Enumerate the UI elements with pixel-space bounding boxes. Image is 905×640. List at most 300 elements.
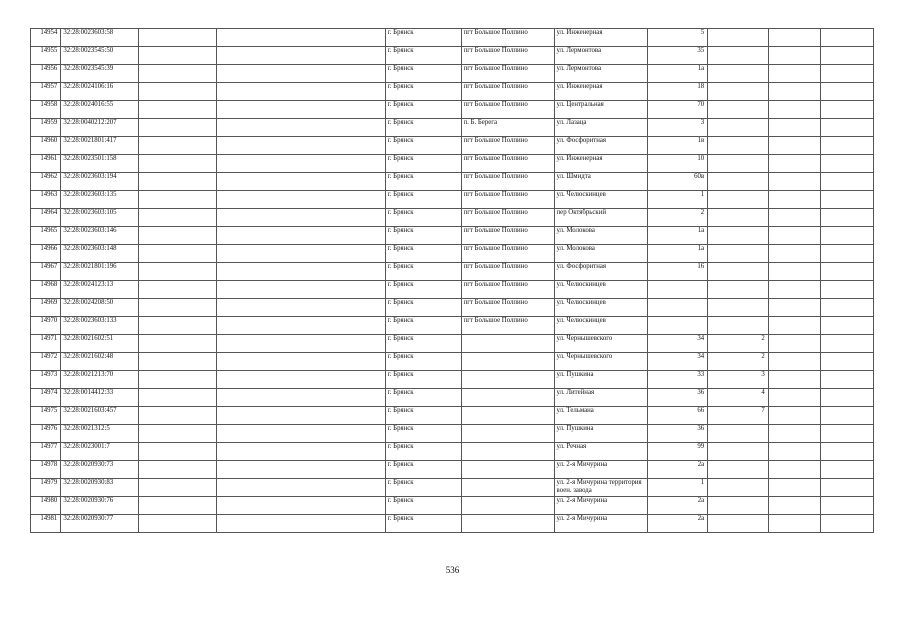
row-id-cell: 14956 (31, 65, 61, 83)
house-number-cell: 3 (647, 119, 708, 137)
house-number-cell: 2 (647, 209, 708, 227)
col-empty-1-cell (139, 245, 217, 263)
house-number-cell: 66 (647, 407, 708, 425)
house-number-cell: 60в (647, 173, 708, 191)
table-row (31, 47, 874, 65)
house-number-cell (647, 281, 708, 299)
row-id-cell: 14973 (31, 371, 61, 389)
cadastral-number-cell: 32:28:0020930:77 (61, 515, 139, 533)
settlement-cell: пгт Большое Полпино (461, 137, 554, 155)
cadastral-number-cell: 32:28:0021801:196 (61, 263, 139, 281)
col-extra-cell (768, 515, 821, 533)
cadastral-number-cell: 32:28:0040212:207 (61, 119, 139, 137)
flat-number-cell (708, 47, 769, 65)
row-id-cell: 14966 (31, 245, 61, 263)
col-extra-cell (768, 101, 821, 119)
cadastral-number-cell: 32:28:0024208:50 (61, 299, 139, 317)
col-empty-1-cell (139, 461, 217, 479)
col-extra-cell (768, 281, 821, 299)
house-number-cell: 1а (647, 245, 708, 263)
col-empty-1-cell (139, 83, 217, 101)
col-empty-2-cell (216, 317, 385, 335)
col-empty-1-cell (139, 407, 217, 425)
street-cell: ул. Инженерная (554, 29, 647, 47)
cadastral-number-cell: 32:28:0023603:135 (61, 191, 139, 209)
table-row (31, 119, 874, 137)
house-number-cell: 2а (647, 461, 708, 479)
city-cell: г. Брянск (385, 29, 461, 47)
city-cell: г. Брянск (385, 353, 461, 371)
settlement-cell (461, 461, 554, 479)
street-cell: ул. Челюскинцев (554, 299, 647, 317)
table-row (31, 137, 874, 155)
col-extra-cell (768, 497, 821, 515)
house-number-cell: 2а (647, 515, 708, 533)
cadastral-number-cell: 32:28:0024106:16 (61, 83, 139, 101)
city-cell: г. Брянск (385, 263, 461, 281)
city-cell: г. Брянск (385, 317, 461, 335)
flat-number-cell: 7 (708, 407, 769, 425)
col-empty-1-cell (139, 515, 217, 533)
settlement-cell: пгт Большое Полпино (461, 191, 554, 209)
cadastral-number-cell: 32:28:0020930:73 (61, 461, 139, 479)
flat-number-cell (708, 317, 769, 335)
city-cell: г. Брянск (385, 461, 461, 479)
house-number-cell: 35 (647, 47, 708, 65)
col-empty-2-cell (216, 101, 385, 119)
city-cell: г. Брянск (385, 137, 461, 155)
col-last-cell (821, 191, 874, 209)
col-empty-1-cell (139, 173, 217, 191)
flat-number-cell (708, 497, 769, 515)
house-number-cell: 2а (647, 497, 708, 515)
street-cell: ул. Лазаца (554, 119, 647, 137)
table-row (31, 353, 874, 371)
street-cell: ул. Челюскинцев (554, 281, 647, 299)
col-empty-2-cell (216, 497, 385, 515)
col-empty-2-cell (216, 299, 385, 317)
col-last-cell (821, 479, 874, 497)
col-empty-1-cell (139, 389, 217, 407)
col-empty-2-cell (216, 119, 385, 137)
table-row (31, 443, 874, 461)
row-id-cell: 14963 (31, 191, 61, 209)
street-cell: ул. Речная (554, 443, 647, 461)
house-number-cell (647, 299, 708, 317)
street-cell: ул. Инженерная (554, 83, 647, 101)
col-empty-1-cell (139, 119, 217, 137)
col-extra-cell (768, 407, 821, 425)
city-cell: г. Брянск (385, 119, 461, 137)
table-row (31, 173, 874, 191)
street-cell: ул. Тельмана (554, 407, 647, 425)
col-last-cell (821, 47, 874, 65)
cadastral-number-cell: 32:28:0023603:133 (61, 317, 139, 335)
col-empty-1-cell (139, 227, 217, 245)
flat-number-cell (708, 515, 769, 533)
settlement-cell: пгт Большое Полпино (461, 209, 554, 227)
settlement-cell: пгт Большое Полпино (461, 101, 554, 119)
street-cell: пер Октябрьский (554, 209, 647, 227)
row-id-cell: 14978 (31, 461, 61, 479)
table-row (31, 425, 874, 443)
row-id-cell: 14955 (31, 47, 61, 65)
settlement-cell: пгт Большое Полпино (461, 227, 554, 245)
col-empty-1-cell (139, 281, 217, 299)
table-row (31, 65, 874, 83)
col-extra-cell (768, 155, 821, 173)
table-row (31, 101, 874, 119)
flat-number-cell (708, 155, 769, 173)
row-id-cell: 14977 (31, 443, 61, 461)
col-last-cell (821, 173, 874, 191)
cadastral-number-cell: 32:28:0023545:39 (61, 65, 139, 83)
table-row (31, 263, 874, 281)
col-empty-1-cell (139, 47, 217, 65)
settlement-cell: пгт Большое Полпино (461, 47, 554, 65)
street-cell: ул. Челюскинцев (554, 191, 647, 209)
col-extra-cell (768, 353, 821, 371)
row-id-cell: 14981 (31, 515, 61, 533)
col-last-cell (821, 209, 874, 227)
table-row (31, 407, 874, 425)
cadastral-number-cell: 32:28:0021602:51 (61, 335, 139, 353)
col-extra-cell (768, 47, 821, 65)
col-empty-2-cell (216, 245, 385, 263)
cadastral-number-cell: 32:28:0020930:83 (61, 479, 139, 497)
col-empty-2-cell (216, 425, 385, 443)
col-empty-1-cell (139, 479, 217, 497)
col-last-cell (821, 65, 874, 83)
col-extra-cell (768, 263, 821, 281)
row-id-cell: 14975 (31, 407, 61, 425)
cadastral-number-cell: 32:28:0024016:55 (61, 101, 139, 119)
flat-number-cell (708, 227, 769, 245)
row-id-cell: 14961 (31, 155, 61, 173)
flat-number-cell (708, 29, 769, 47)
flat-number-cell (708, 443, 769, 461)
settlement-cell: п. Б. Берега (461, 119, 554, 137)
cadastral-number-cell: 32:28:0023603:105 (61, 209, 139, 227)
flat-number-cell (708, 425, 769, 443)
col-last-cell (821, 317, 874, 335)
settlement-cell: пгт Большое Полпино (461, 173, 554, 191)
col-last-cell (821, 353, 874, 371)
cadastral-number-cell: 32:28:0023603:146 (61, 227, 139, 245)
street-cell: ул. Шмидта (554, 173, 647, 191)
cadastral-number-cell: 32:28:0014412:33 (61, 389, 139, 407)
col-empty-1-cell (139, 137, 217, 155)
col-last-cell (821, 119, 874, 137)
street-cell: ул. Фосфоритная (554, 263, 647, 281)
col-last-cell (821, 101, 874, 119)
col-extra-cell (768, 173, 821, 191)
house-number-cell: 10 (647, 155, 708, 173)
cadastral-number-cell: 32:28:0023001:7 (61, 443, 139, 461)
street-cell: ул. Пушкина (554, 425, 647, 443)
cadastral-number-cell: 32:28:0021603:457 (61, 407, 139, 425)
table-row (31, 317, 874, 335)
table-row (31, 515, 874, 533)
flat-number-cell (708, 479, 769, 497)
city-cell: г. Брянск (385, 47, 461, 65)
col-last-cell (821, 335, 874, 353)
flat-number-cell: 4 (708, 389, 769, 407)
col-last-cell (821, 281, 874, 299)
cadastral-number-cell: 32:28:0021801:417 (61, 137, 139, 155)
col-empty-1-cell (139, 443, 217, 461)
table-row (31, 479, 874, 497)
row-id-cell: 14972 (31, 353, 61, 371)
col-empty-2-cell (216, 371, 385, 389)
col-empty-2-cell (216, 281, 385, 299)
city-cell: г. Брянск (385, 209, 461, 227)
table-row (31, 191, 874, 209)
flat-number-cell (708, 65, 769, 83)
registry-table (30, 28, 874, 533)
col-last-cell (821, 425, 874, 443)
col-last-cell (821, 515, 874, 533)
city-cell: г. Брянск (385, 173, 461, 191)
street-cell: ул. Центральная (554, 101, 647, 119)
settlement-cell (461, 515, 554, 533)
col-extra-cell (768, 119, 821, 137)
table-row (31, 83, 874, 101)
flat-number-cell: 3 (708, 371, 769, 389)
city-cell: г. Брянск (385, 245, 461, 263)
row-id-cell: 14962 (31, 173, 61, 191)
street-cell: ул. Чернышевского (554, 335, 647, 353)
table-body (31, 29, 874, 533)
house-number-cell: 33 (647, 371, 708, 389)
city-cell: г. Брянск (385, 65, 461, 83)
row-id-cell: 14971 (31, 335, 61, 353)
col-empty-1-cell (139, 191, 217, 209)
house-number-cell: 34 (647, 335, 708, 353)
city-cell: г. Брянск (385, 335, 461, 353)
flat-number-cell (708, 263, 769, 281)
col-empty-1-cell (139, 299, 217, 317)
row-id-cell: 14974 (31, 389, 61, 407)
col-empty-2-cell (216, 353, 385, 371)
house-number-cell: 1в (647, 137, 708, 155)
col-empty-2-cell (216, 443, 385, 461)
col-last-cell (821, 371, 874, 389)
street-cell: ул. 2-я Мичурина (554, 515, 647, 533)
house-number-cell: 5 (647, 29, 708, 47)
city-cell: г. Брянск (385, 371, 461, 389)
row-id-cell: 14957 (31, 83, 61, 101)
col-last-cell (821, 29, 874, 47)
col-extra-cell (768, 137, 821, 155)
row-id-cell: 14967 (31, 263, 61, 281)
city-cell: г. Брянск (385, 83, 461, 101)
house-number-cell (647, 317, 708, 335)
col-empty-1-cell (139, 335, 217, 353)
table-row (31, 155, 874, 173)
col-empty-1-cell (139, 263, 217, 281)
house-number-cell: 1а (647, 227, 708, 245)
col-empty-2-cell (216, 515, 385, 533)
city-cell: г. Брянск (385, 407, 461, 425)
cadastral-number-cell: 32:28:0023603:58 (61, 29, 139, 47)
settlement-cell (461, 443, 554, 461)
settlement-cell (461, 425, 554, 443)
city-cell: г. Брянск (385, 191, 461, 209)
col-last-cell (821, 497, 874, 515)
row-id-cell: 14954 (31, 29, 61, 47)
street-cell: ул. Молокова (554, 245, 647, 263)
street-cell: ул. Лермонтова (554, 65, 647, 83)
cadastral-number-cell: 32:28:0021602:48 (61, 353, 139, 371)
table-row (31, 389, 874, 407)
settlement-cell: пгт Большое Полпино (461, 263, 554, 281)
col-empty-2-cell (216, 227, 385, 245)
col-empty-1-cell (139, 101, 217, 119)
col-empty-2-cell (216, 389, 385, 407)
row-id-cell: 14979 (31, 479, 61, 497)
house-number-cell: 99 (647, 443, 708, 461)
settlement-cell: пгт Большое Полпино (461, 83, 554, 101)
city-cell: г. Брянск (385, 443, 461, 461)
city-cell: г. Брянск (385, 515, 461, 533)
cadastral-number-cell: 32:28:0023603:148 (61, 245, 139, 263)
settlement-cell (461, 479, 554, 497)
city-cell: г. Брянск (385, 101, 461, 119)
settlement-cell: пгт Большое Полпино (461, 281, 554, 299)
street-cell: ул. Инженерная (554, 155, 647, 173)
flat-number-cell (708, 299, 769, 317)
col-last-cell (821, 155, 874, 173)
flat-number-cell (708, 101, 769, 119)
settlement-cell: пгт Большое Полпино (461, 245, 554, 263)
col-empty-2-cell (216, 209, 385, 227)
street-cell: ул. Чернышевского (554, 353, 647, 371)
table-row (31, 209, 874, 227)
city-cell: г. Брянск (385, 299, 461, 317)
col-last-cell (821, 407, 874, 425)
col-extra-cell (768, 479, 821, 497)
row-id-cell: 14964 (31, 209, 61, 227)
col-empty-1-cell (139, 353, 217, 371)
flat-number-cell: 2 (708, 353, 769, 371)
col-empty-2-cell (216, 137, 385, 155)
col-extra-cell (768, 83, 821, 101)
city-cell: г. Брянск (385, 479, 461, 497)
col-extra-cell (768, 299, 821, 317)
col-empty-1-cell (139, 65, 217, 83)
settlement-cell: пгт Большое Полпино (461, 317, 554, 335)
col-empty-2-cell (216, 155, 385, 173)
street-cell: ул. Фосфоритная (554, 137, 647, 155)
settlement-cell (461, 353, 554, 371)
house-number-cell: 70 (647, 101, 708, 119)
house-number-cell: 1 (647, 479, 708, 497)
row-id-cell: 14958 (31, 101, 61, 119)
col-last-cell (821, 137, 874, 155)
col-empty-2-cell (216, 191, 385, 209)
house-number-cell: 1а (647, 65, 708, 83)
house-number-cell: 1 (647, 191, 708, 209)
col-empty-1-cell (139, 29, 217, 47)
row-id-cell: 14968 (31, 281, 61, 299)
col-last-cell (821, 245, 874, 263)
col-extra-cell (768, 65, 821, 83)
table-row (31, 299, 874, 317)
house-number-cell: 16 (647, 263, 708, 281)
col-empty-1-cell (139, 155, 217, 173)
col-empty-2-cell (216, 479, 385, 497)
row-id-cell: 14965 (31, 227, 61, 245)
table-row (31, 227, 874, 245)
settlement-cell (461, 335, 554, 353)
flat-number-cell (708, 83, 769, 101)
col-last-cell (821, 443, 874, 461)
settlement-cell (461, 497, 554, 515)
city-cell: г. Брянск (385, 425, 461, 443)
settlement-cell: пгт Большое Полпино (461, 65, 554, 83)
table-row (31, 29, 874, 47)
settlement-cell (461, 407, 554, 425)
col-empty-2-cell (216, 407, 385, 425)
settlement-cell: пгт Большое Полпино (461, 299, 554, 317)
col-last-cell (821, 299, 874, 317)
col-extra-cell (768, 191, 821, 209)
flat-number-cell (708, 173, 769, 191)
col-empty-1-cell (139, 317, 217, 335)
col-last-cell (821, 227, 874, 245)
col-empty-2-cell (216, 65, 385, 83)
city-cell: г. Брянск (385, 155, 461, 173)
street-cell: ул. 2-я Мичурина (554, 497, 647, 515)
city-cell: г. Брянск (385, 389, 461, 407)
cadastral-number-cell: 32:28:0021312:5 (61, 425, 139, 443)
col-extra-cell (768, 335, 821, 353)
col-extra-cell (768, 443, 821, 461)
flat-number-cell: 2 (708, 335, 769, 353)
col-last-cell (821, 263, 874, 281)
row-id-cell: 14976 (31, 425, 61, 443)
col-extra-cell (768, 425, 821, 443)
cadastral-number-cell: 32:28:0021213:70 (61, 371, 139, 389)
table-row (31, 461, 874, 479)
page-number: 536 (445, 565, 460, 575)
house-number-cell: 34 (647, 353, 708, 371)
table-row (31, 371, 874, 389)
row-id-cell: 14959 (31, 119, 61, 137)
street-cell: ул. 2-я Мичурина (554, 461, 647, 479)
flat-number-cell (708, 281, 769, 299)
col-extra-cell (768, 371, 821, 389)
street-cell: ул. 2-я Мичурина территория воен. завода (554, 479, 647, 497)
table-row (31, 497, 874, 515)
house-number-cell: 36 (647, 425, 708, 443)
col-extra-cell (768, 317, 821, 335)
flat-number-cell (708, 191, 769, 209)
col-last-cell (821, 83, 874, 101)
street-cell: ул. Челюскинцев (554, 317, 647, 335)
street-cell: ул. Молокова (554, 227, 647, 245)
cadastral-number-cell: 32:28:0024123:13 (61, 281, 139, 299)
col-extra-cell (768, 389, 821, 407)
cadastral-number-cell: 32:28:0023603:194 (61, 173, 139, 191)
street-cell: ул. Лермонтова (554, 47, 647, 65)
settlement-cell: пгт Большое Полпино (461, 155, 554, 173)
col-extra-cell (768, 209, 821, 227)
row-id-cell: 14980 (31, 497, 61, 515)
cadastral-number-cell: 32:28:0020930:76 (61, 497, 139, 515)
col-empty-2-cell (216, 263, 385, 281)
